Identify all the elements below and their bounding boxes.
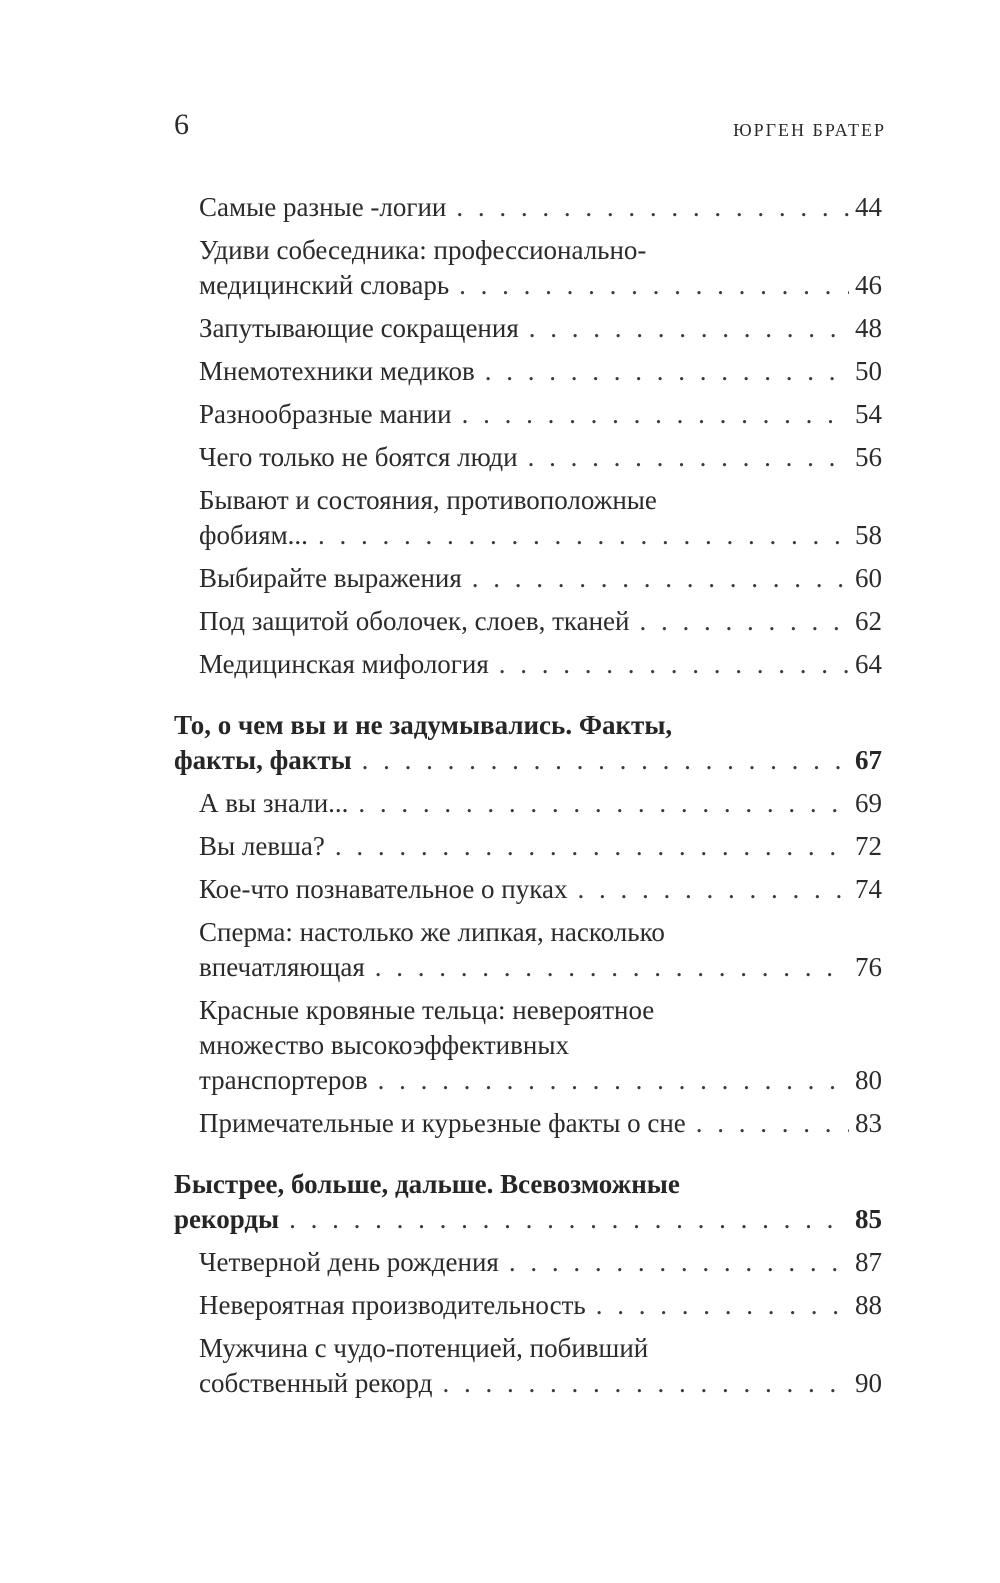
running-head: ЮРГЕН БРАТЕР <box>733 120 886 140</box>
toc-entry-page: 74 <box>855 874 882 904</box>
toc-entry-title-line: Мужчина с чудо-потенцией, побивший <box>199 1333 649 1363</box>
toc-entry-page: 76 <box>855 952 882 982</box>
toc-entry-page: 88 <box>855 1290 882 1320</box>
toc-entry-title: впечатляющая <box>199 952 365 982</box>
toc-entry <box>174 993 882 1098</box>
toc-entry-page: 72 <box>855 831 882 861</box>
toc-entry <box>174 604 882 639</box>
toc-entry-page: 60 <box>855 563 882 593</box>
toc-entry-page: 67 <box>855 745 882 775</box>
toc-entry <box>174 1331 882 1401</box>
dot-leader <box>528 440 849 475</box>
dot-leader <box>335 829 849 864</box>
toc-entry-title: Чего только не боятся люди <box>199 442 518 472</box>
dot-leader <box>485 354 849 389</box>
toc-section <box>174 1167 882 1237</box>
toc-entry-title: Самые разные -логии <box>199 192 447 222</box>
toc-entry-page: 62 <box>855 606 882 636</box>
toc-entry <box>174 397 882 432</box>
dot-leader <box>529 311 849 346</box>
toc-entry-page: 46 <box>855 270 882 300</box>
toc-entry-page: 56 <box>855 442 882 472</box>
toc-entry <box>174 483 882 553</box>
table-of-contents <box>174 190 882 1409</box>
toc-entry-title: Невероятная производительность <box>199 1290 586 1320</box>
toc-entry-title: Запутывающие сокращения <box>199 313 519 343</box>
toc-entry-title: Примечательные и курьезные факты о сне <box>199 1108 686 1138</box>
toc-entry <box>174 829 882 864</box>
toc-entry-title: Мнемотехники медиков <box>199 356 475 386</box>
toc-entry-page: 48 <box>855 313 882 343</box>
dot-leader <box>472 561 849 596</box>
dot-leader <box>378 1063 849 1098</box>
toc-entry-title: Четверной день рождения <box>199 1247 499 1277</box>
dot-leader <box>509 1245 849 1280</box>
toc-section <box>174 708 882 778</box>
toc-entry-title: транспортеров <box>199 1065 368 1095</box>
toc-entry-title: рекорды <box>174 1204 280 1234</box>
dot-leader <box>577 872 849 907</box>
dot-leader <box>289 1202 849 1237</box>
toc-entry-title: медицинский словарь <box>199 270 450 300</box>
dot-leader <box>596 1288 849 1323</box>
toc-entry-page: 69 <box>855 788 882 818</box>
toc-entry-title: Под защитой оболочек, слоев, тканей <box>199 606 630 636</box>
toc-entry <box>174 872 882 907</box>
toc-entry-page: 83 <box>855 1108 882 1138</box>
dot-leader <box>318 518 849 553</box>
toc-entry <box>174 1106 882 1141</box>
toc-entry-title: фобиям... <box>199 520 308 550</box>
toc-entry <box>174 354 882 389</box>
toc-entry-page: 87 <box>855 1247 882 1277</box>
toc-entry-page: 54 <box>855 399 882 429</box>
dot-leader <box>456 190 849 225</box>
toc-entry-title-line: множество высокоэффективных <box>199 1030 569 1060</box>
toc-entry <box>174 1245 882 1280</box>
dot-leader <box>358 786 849 821</box>
toc-entry-title: Кое-что познавательное о пуках <box>199 874 568 904</box>
toc-entry-title: факты, факты <box>174 745 352 775</box>
toc-entry-page: 80 <box>855 1065 882 1095</box>
toc-entry-page: 64 <box>855 649 882 679</box>
toc-entry-page: 50 <box>855 356 882 386</box>
toc-entry <box>174 647 882 682</box>
toc-entry-title-line: Удиви собеседника: профессионально- <box>199 235 647 265</box>
toc-entry-title-line: То, о чем вы и не задумывались. Факты, <box>174 710 673 740</box>
dot-leader <box>375 950 849 985</box>
toc-entry <box>174 190 882 225</box>
dot-leader <box>442 1366 849 1401</box>
toc-entry <box>174 786 882 821</box>
toc-entry-title-line: Сперма: настолько же липкая, насколько <box>199 917 665 947</box>
toc-entry-page: 85 <box>855 1204 882 1234</box>
toc-entry-page: 44 <box>855 192 882 222</box>
toc-entry-title-line: Быстрее, больше, дальше. Всевозможные <box>174 1169 680 1199</box>
dot-leader <box>499 647 849 682</box>
toc-entry-title-line: Красные кровяные тельца: невероятное <box>199 995 655 1025</box>
dot-leader <box>696 1106 849 1141</box>
toc-entry-page: 58 <box>855 520 882 550</box>
dot-leader <box>362 743 849 778</box>
toc-entry <box>174 311 882 346</box>
toc-entry <box>174 440 882 475</box>
dot-leader <box>639 604 849 639</box>
toc-entry-title: Разнообразные мании <box>199 399 452 429</box>
dot-leader <box>459 268 849 303</box>
toc-entry-title: собственный рекорд <box>199 1368 433 1398</box>
toc-entry-title: Вы левша? <box>199 831 325 861</box>
page-number: 6 <box>174 108 189 141</box>
toc-entry <box>174 233 882 303</box>
toc-entry-title-line: Бывают и состояния, противоположные <box>199 485 657 515</box>
toc-entry-title: Медицинская мифология <box>199 649 489 679</box>
toc-entry-title: Выбирайте выражения <box>199 563 462 593</box>
dot-leader <box>462 397 849 432</box>
toc-entry <box>174 915 882 985</box>
toc-entry <box>174 561 882 596</box>
toc-entry-title: А вы знали... <box>199 788 349 818</box>
toc-entry-page: 90 <box>855 1368 882 1398</box>
toc-entry <box>174 1288 882 1323</box>
